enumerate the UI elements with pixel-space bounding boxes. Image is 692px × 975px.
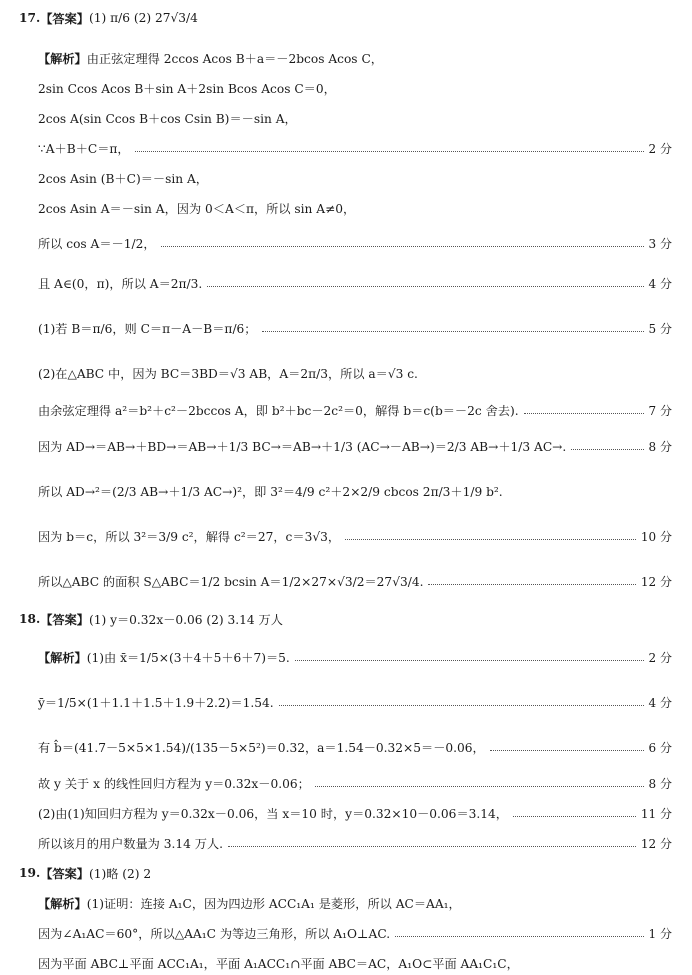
- line-content: [38, 80, 336, 97]
- solution-line: [0, 398, 692, 422]
- line-content: [38, 925, 390, 942]
- line-content: [38, 170, 208, 187]
- solution-line: [0, 524, 692, 548]
- line-content: [38, 955, 519, 972]
- dot-leader: [428, 583, 635, 585]
- dot-leader: [135, 150, 644, 152]
- line-content: [38, 805, 508, 822]
- dot-leader: [345, 538, 636, 540]
- score-mark: 7 分: [648, 403, 672, 418]
- solution-line: [0, 861, 692, 885]
- dot-leader: [490, 749, 644, 751]
- solution-line: [0, 106, 692, 130]
- solution-line: [0, 801, 692, 825]
- line-text: 所以 AD→²＝(2/3 AB→＋1/3 AC→)²，即 3²＝4/9 c²＋2×2/9 cbcos 2π/3＋1/9 b².: [38, 484, 503, 499]
- question-number: 18.: [19, 612, 41, 626]
- line-text: 有 b̂＝(41.7－5×5×1.54)/(135－5×5²)＝0.32，a＝1.54－0.32×5＝－0.06，: [38, 740, 485, 755]
- dot-leader: [395, 935, 643, 937]
- dot-leader: [524, 412, 644, 414]
- line-content: [38, 694, 274, 711]
- solution-line: [0, 735, 692, 759]
- solution-line: [0, 479, 692, 503]
- line-content: [38, 573, 423, 590]
- solution-line: [0, 136, 692, 160]
- score-mark: 6 分: [648, 740, 672, 755]
- solution-line: [0, 231, 692, 255]
- solution-line: [0, 271, 692, 295]
- solution-line: [0, 951, 692, 975]
- score-mark: 4 分: [648, 695, 672, 710]
- score-mark: 2 分: [648, 650, 672, 665]
- line-text: 因为 AD→＝AB→＋BD→＝AB→＋1/3 BC→＝AB→＋1/3 (AC→－AB→)＝2/3 AB→＋1/3 AC→.: [38, 439, 567, 454]
- line-text: (1)证明：连接 A₁C，因为四边形 ACC₁A₁ 是菱形，所以 AC＝AA₁，: [86, 896, 461, 911]
- line-text: 因为∠A₁AC＝60°，所以△AA₁C 为等边三角形，所以 A₁O⊥AC.: [38, 926, 391, 941]
- line-content: [38, 50, 383, 67]
- line-text: 所以 cos A＝－1/2，: [38, 236, 156, 251]
- line-text: ȳ＝1/5×(1＋1.1＋1.5＋1.9＋2.2)＝1.54.: [38, 695, 274, 710]
- line-content: [38, 275, 202, 292]
- dot-leader: [571, 448, 643, 450]
- section-label: 【解析】: [38, 650, 87, 665]
- line-content: [38, 140, 130, 157]
- solution-line: [0, 645, 692, 669]
- line-text: (2)在△ABC 中，因为 BC＝3BD＝√3 AB，A＝2π/3，所以 a＝√3 c.: [38, 366, 418, 381]
- line-text: (1) π/6 (2) 27√3/4: [88, 11, 198, 25]
- score-mark: 10 分: [640, 529, 672, 544]
- dot-leader: [262, 330, 644, 332]
- section-label: 【答案】: [40, 11, 89, 26]
- line-content: [19, 865, 151, 882]
- score-mark: 3 分: [648, 236, 672, 251]
- dot-leader: [161, 245, 644, 247]
- line-content: [38, 835, 223, 852]
- dot-leader: [228, 845, 636, 847]
- line-text: 因为 b＝c，所以 3²＝3/9 c²，解得 c²＝27，c＝3√3，: [38, 529, 341, 544]
- score-mark: 12 分: [640, 574, 672, 589]
- line-text: (1) y＝0.32x－0.06 (2) 3.14 万人: [88, 612, 283, 627]
- section-label: 【解析】: [38, 51, 87, 66]
- solution-line: [0, 607, 692, 631]
- solution-line: [0, 569, 692, 593]
- solution-line: [0, 891, 692, 915]
- line-text: (1)略 (2) 2: [88, 866, 152, 881]
- line-text: 因为平面 ABC⊥平面 ACC₁A₁，平面 A₁ACC₁∩平面 ABC＝AC，A₁O⊂平面 AA₁C₁C，: [38, 956, 519, 971]
- solution-line: [0, 6, 692, 30]
- line-text: 2cos Asin (B＋C)＝－sin A，: [38, 171, 208, 186]
- line-content: [19, 10, 198, 27]
- line-text: 2cos A(sin Ccos B＋cos Csin B)＝－sin A，: [38, 111, 297, 126]
- line-text: 2cos Asin A＝－sin A，因为 0＜A＜π，所以 sin A≠0，: [38, 201, 356, 216]
- line-text: 所以该月的用户数量为 3.14 万人.: [38, 836, 224, 851]
- solution-line: [0, 166, 692, 190]
- question-number: 17.: [19, 11, 41, 25]
- solution-line: [0, 921, 692, 945]
- line-content: [38, 365, 418, 382]
- line-text: (1)若 B＝π/6，则 C＝π－A－B＝π/6；: [38, 321, 257, 336]
- line-content: [19, 611, 283, 628]
- solution-line: [0, 771, 692, 795]
- section-label: 【答案】: [40, 612, 89, 627]
- line-text: 所以△ABC 的面积 S△ABC＝1/2 bcsin A＝1/2×27×√3/2＝27√3/4.: [38, 574, 424, 589]
- score-mark: 4 分: [648, 276, 672, 291]
- solution-line: [0, 76, 692, 100]
- line-text: (1)由 x̄＝1/5×(3＋4＋5＋6＋7)＝5.: [86, 650, 290, 665]
- line-content: [38, 775, 310, 792]
- solution-line: [0, 196, 692, 220]
- line-content: [38, 483, 503, 500]
- line-text: 由正弦定理得 2ccos Acos B＋a＝－2bcos Acos C，: [86, 51, 383, 66]
- solution-line: [0, 316, 692, 340]
- score-mark: 12 分: [640, 836, 672, 851]
- solution-line: [0, 831, 692, 855]
- line-content: [38, 528, 340, 545]
- score-mark: 11 分: [640, 806, 672, 821]
- solution-line: [0, 361, 692, 385]
- line-content: [38, 110, 297, 127]
- dot-leader: [279, 704, 644, 706]
- line-content: [38, 235, 156, 252]
- dot-leader: [513, 815, 636, 817]
- line-text: 2sin Ccos Acos B＋sin A＋2sin Bcos Acos C＝0，: [38, 81, 336, 96]
- section-label: 【解析】: [38, 896, 87, 911]
- line-content: [38, 320, 257, 337]
- line-text: ∵A＋B＋C＝π，: [38, 141, 130, 156]
- dot-leader: [207, 285, 643, 287]
- line-text: 且 A∈(0，π)，所以 A＝2π/3.: [38, 276, 203, 291]
- score-mark: 1 分: [648, 926, 672, 941]
- line-text: 由余弦定理得 a²＝b²＋c²－2bccos A，即 b²＋bc－2c²＝0，解得 b＝c(b＝－2c 舍去).: [38, 403, 519, 418]
- score-mark: 8 分: [648, 439, 672, 454]
- score-mark: 8 分: [648, 776, 672, 791]
- line-content: [38, 402, 519, 419]
- dot-leader: [295, 659, 644, 661]
- score-mark: 5 分: [648, 321, 672, 336]
- section-label: 【答案】: [40, 866, 89, 881]
- dot-leader: [315, 785, 644, 787]
- line-content: [38, 200, 355, 217]
- solution-line: [0, 46, 692, 70]
- question-number: 19.: [19, 866, 41, 880]
- solution-line: [0, 690, 692, 714]
- solution-line: [0, 434, 692, 458]
- score-mark: 2 分: [648, 141, 672, 156]
- line-content: [38, 649, 290, 666]
- line-text: (2)由(1)知回归方程为 y＝0.32x－0.06，当 x＝10 时，y＝0.32×10－0.06＝3.14，: [38, 806, 508, 821]
- line-content: [38, 438, 566, 455]
- line-content: [38, 739, 485, 756]
- line-text: 故 y 关于 x 的线性回归方程为 y＝0.32x－0.06；: [38, 776, 310, 791]
- line-content: [38, 895, 461, 912]
